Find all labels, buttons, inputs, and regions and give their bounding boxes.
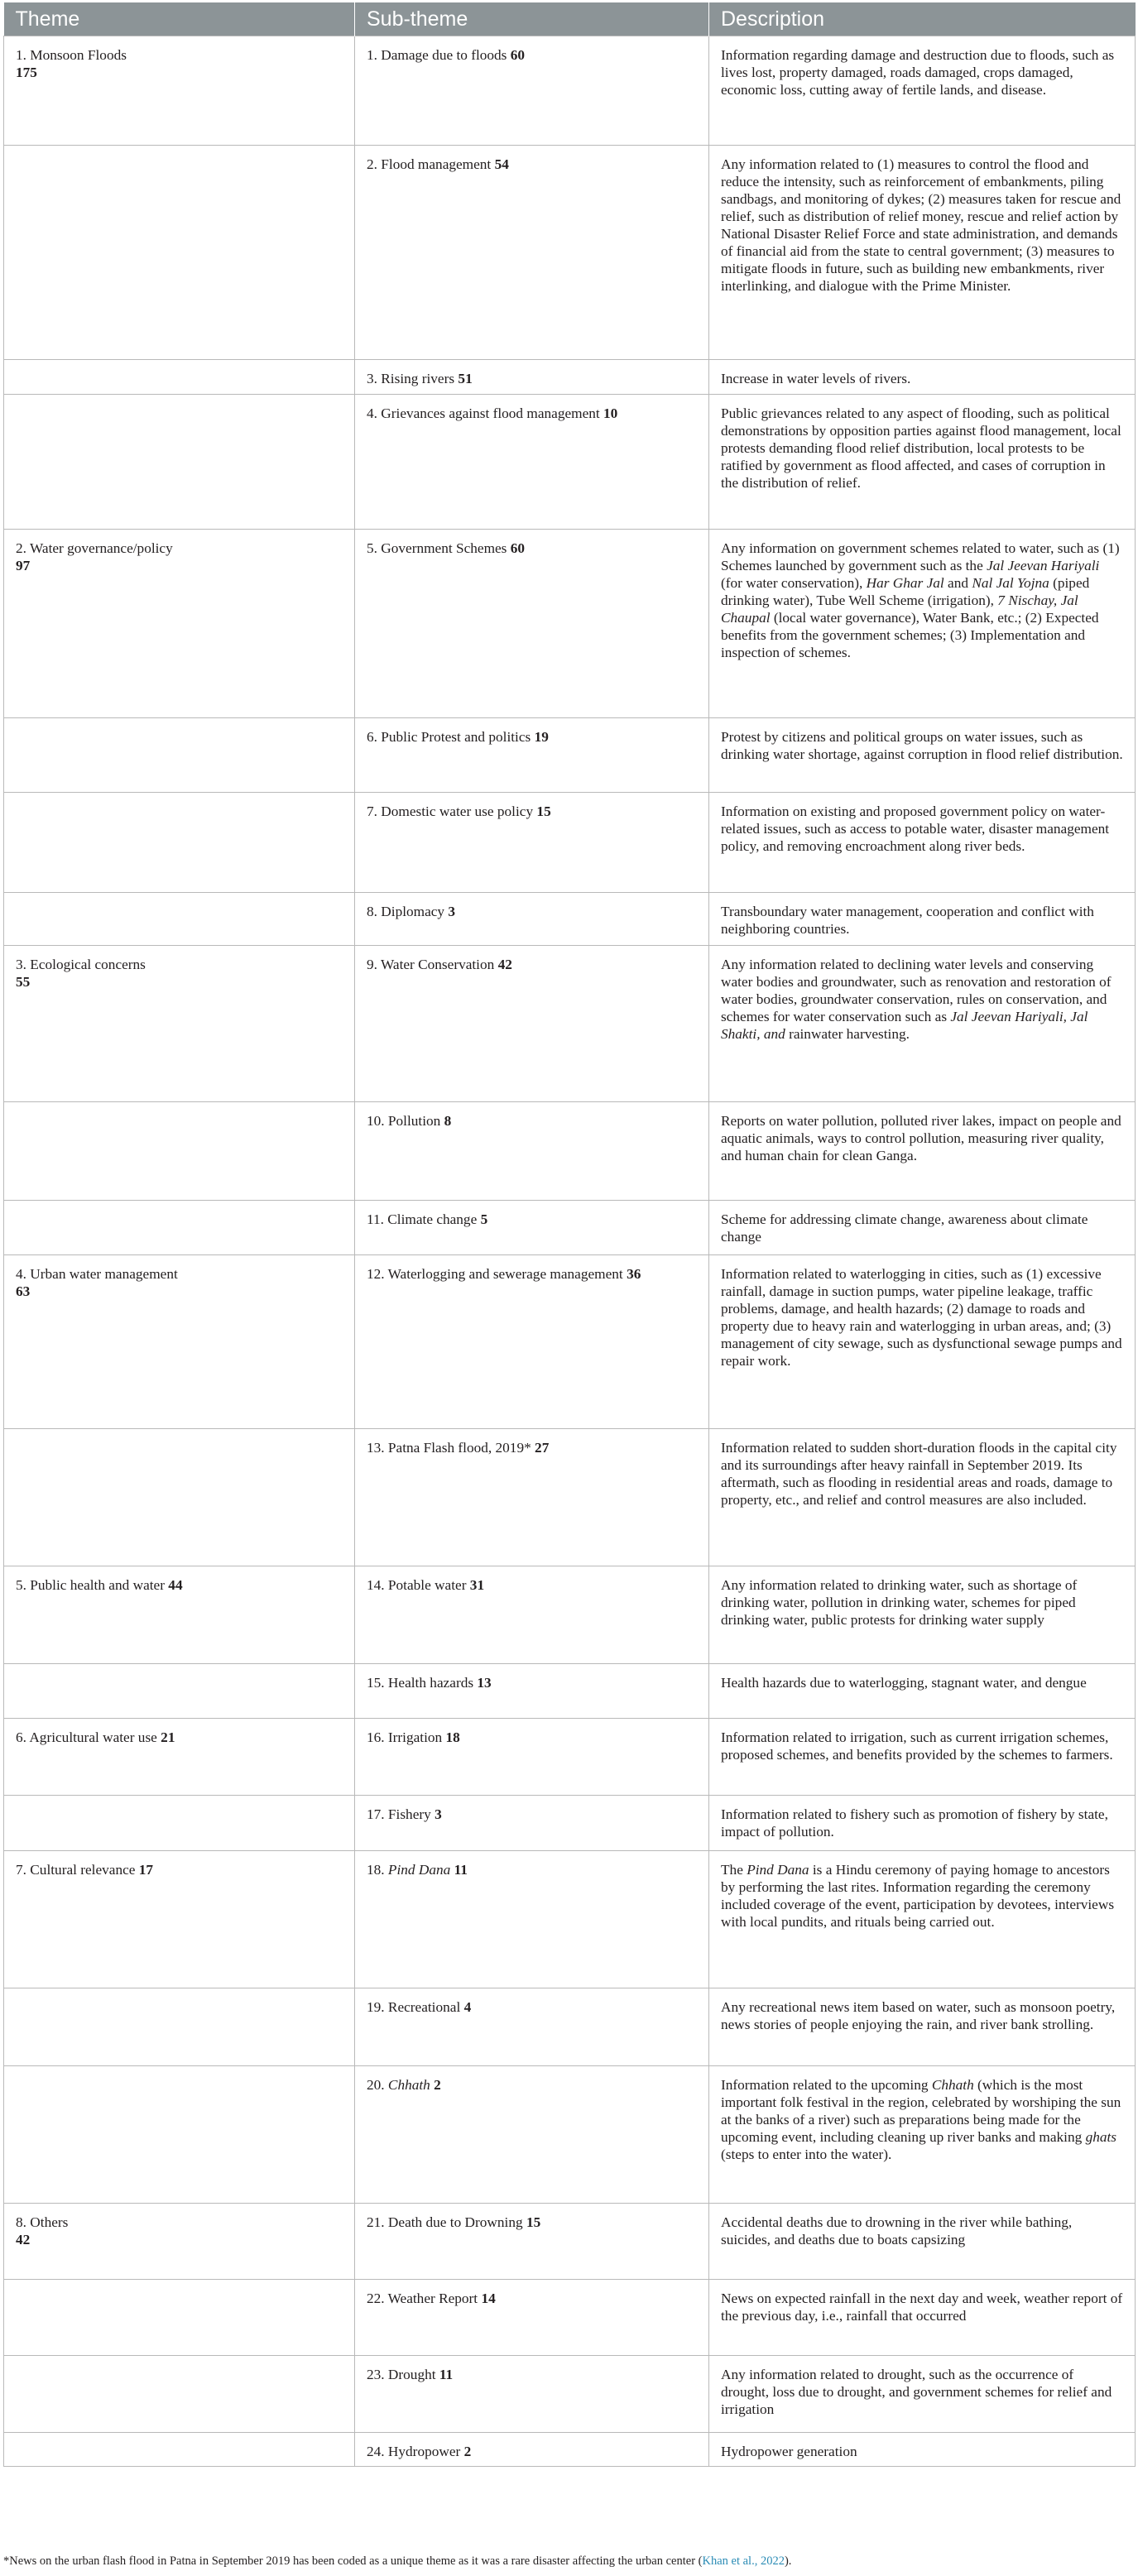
sub-theme-label: 18. [367,1862,388,1878]
sub-theme-cell [355,2433,709,2467]
theme-count: 175 [16,65,37,80]
theme-cell [4,793,355,893]
description-text: Any information related to (1) measures to control the flood and reduce the intensity, such as reinforcement of embankments, piling sandbags, and monitoring of dykes; (2) measures taken for rescue and relief, such as distribution of relief money, rescue and relief action by National Disaster Relief Force and state administration, and demands of financial aid from the state to central government; (3) measures to mitigate floods in future, such as building new embankments, river interlinking, and dialogue with the Prime Minister. [721,156,1121,294]
table-row [4,2066,1136,2204]
description-cell [709,1566,1136,1664]
description-text: Information related to sudden short-duration floods in the capital city and its surroundings after heavy rainfall in September 2019. Its aftermath, such as flooding in residential areas and roads, damage to property, etc., and relief and control measures are also included. [721,1440,1117,1508]
sub-theme-cell [355,2204,709,2280]
theme-cell [4,1201,355,1255]
description-text: Health hazards due to waterlogging, stagnant water, and dengue [721,1675,1087,1691]
table-row [4,36,1136,146]
table-row [4,395,1136,530]
table-row [4,1566,1136,1664]
theme-cell [4,2066,355,2204]
table-row [4,946,1136,1102]
header-sub-theme: Sub-theme [355,2,709,36]
themes-table [3,2,1136,2467]
description-cell [709,1851,1136,1988]
sub-theme-label: 22. Weather Report [367,2291,478,2306]
description-cell [709,2433,1136,2467]
theme-cell [4,36,355,146]
theme-cell [4,718,355,793]
theme-label: 7. Cultural relevance [16,1862,136,1878]
theme-label: 1. Monsoon Floods [16,47,127,63]
sub-theme-count: 51 [458,371,473,386]
description-cell [709,395,1136,530]
sub-theme-label: 10. Pollution [367,1113,441,1129]
sub-theme-count: 11 [439,2367,454,2382]
sub-theme-label: 11. Climate change [367,1211,478,1227]
description-text: Information regarding damage and destruction due to floods, such as lives lost, property damaged, roads damaged, crops damaged, economic loss, cutting away of fertile lands, and disease. [721,47,1115,98]
table-row [4,1429,1136,1566]
theme-count: 63 [16,1283,31,1299]
sub-theme-label: 14. Potable water [367,1577,467,1593]
description-italic-term: Chhath [931,2077,974,2093]
sub-theme-label: 20. [367,2077,388,2093]
description-cell [709,36,1136,146]
description-cell [709,2066,1136,2204]
description-text: (steps to enter into the water). [721,2147,892,2162]
description-text: (for water conservation), [721,575,867,591]
description-text: Transboundary water management, cooperation and conflict with neighboring countries. [721,904,1094,937]
sub-theme-cell [355,1429,709,1566]
sub-theme-count: 14 [481,2291,496,2306]
description-text: Scheme for addressing climate change, awareness about climate change [721,1211,1088,1245]
table-row [4,2433,1136,2467]
description-text: Public grievances related to any aspect of flooding, such as political demonstrations by opposition parties against flood management, local protests demanding flood relief distribution, local protests to be ratified by government as flood affected, and cases of corruption in the distribution of relief. [721,405,1121,491]
description-text: (local water governance), Water Bank, etc.; (2) Expected benefits from the government schemes; (3) Implementation and inspection of schemes. [721,610,1099,660]
description-cell [709,530,1136,718]
sub-theme-cell [355,1851,709,1988]
description-text: Information on existing and proposed government policy on water-related issues, such as access to potable water, disaster management policy, and removing encroachment along river beds. [721,804,1110,854]
description-text: Information related to irrigation, such as current irrigation schemes, proposed schemes, and benefits provided by the schemes to farmers. [721,1729,1113,1763]
sub-theme-count: 3 [448,904,456,919]
sub-theme-cell [355,1255,709,1429]
description-text: The [721,1862,747,1878]
table-row [4,1796,1136,1851]
table-row [4,893,1136,946]
sub-theme-count: 60 [510,540,526,556]
description-text: rainwater harvesting. [785,1026,910,1042]
description-cell [709,1719,1136,1796]
header-description: Description [709,2,1136,36]
sub-theme-label: 5. Government Schemes [367,540,507,556]
table-row [4,146,1136,360]
table-row [4,360,1136,395]
sub-theme-label: 15. Health hazards [367,1675,474,1691]
theme-count: 42 [16,2232,31,2247]
sub-theme-cell [355,2280,709,2356]
description-cell [709,146,1136,360]
theme-cell [4,1429,355,1566]
theme-count: 21 [161,1729,175,1745]
sub-theme-cell [355,793,709,893]
theme-cell [4,395,355,530]
description-text: (piped drinking water), Tube Well Scheme (irrigation), [721,575,1090,608]
description-cell [709,718,1136,793]
sub-theme-label: 3. Rising rivers [367,371,455,386]
description-text: Any information on government schemes related to water, such as (1) Schemes launched by government such as the [721,540,1120,573]
theme-label: 4. Urban water management [16,1266,178,1282]
description-text: Information related to fishery such as promotion of fishery by state, impact of pollution. [721,1806,1108,1840]
description-cell [709,1988,1136,2066]
description-cell [709,2280,1136,2356]
sub-theme-cell [355,1664,709,1719]
description-cell [709,360,1136,395]
description-text: Accidental deaths due to drowning in the river while bathing, suicides, and deaths due to boats capsizing [721,2214,1073,2247]
sub-theme-count: 4 [463,1999,472,2015]
description-text: Information related to the upcoming [721,2077,932,2093]
sub-theme-cell [355,893,709,946]
sub-theme-cell [355,946,709,1102]
sub-theme-count: 10 [603,405,618,421]
sub-theme-cell [355,1719,709,1796]
description-text: Any information related to drought, such as the occurrence of drought, loss due to drought, and government schemes for relief and irrigation [721,2367,1112,2417]
description-cell [709,1102,1136,1201]
sub-theme-cell [355,146,709,360]
footnote-end: ). [784,2554,792,2568]
description-italic-term: 7 Nischay, Jal Chaupal [721,592,1078,626]
sub-theme-count: 13 [477,1675,492,1691]
sub-theme-italic: Pind Dana [387,1862,451,1878]
description-italic-term: Nal Jal Yojna [972,575,1049,591]
sub-theme-label: 21. Death due to Drowning [367,2214,523,2230]
sub-theme-label: 17. Fishery [367,1806,431,1822]
theme-cell [4,360,355,395]
sub-theme-count: 27 [535,1440,550,1456]
theme-count: 17 [138,1862,154,1878]
sub-theme-count: 15 [526,2214,541,2230]
description-cell [709,793,1136,893]
sub-theme-cell [355,1102,709,1201]
sub-theme-label: 23. Drought [367,2367,436,2382]
sub-theme-cell [355,360,709,395]
sub-theme-label: 2. Flood management [367,156,492,172]
description-cell [709,1664,1136,1719]
theme-count: 55 [16,974,31,990]
table-row [4,718,1136,793]
sub-theme-italic: Chhath [387,2077,430,2093]
description-text: Any recreational news item based on water, such as monsoon poetry, news stories of people enjoying the rain, and river bank strolling. [721,1999,1116,2032]
description-text: is a Hindu ceremony of paying homage to ancestors by performing the last rites. Information regarding the ceremony included coverage of the event, participation by devotees, interviews with local pundits, and rituals being carried out. [721,1862,1115,1930]
theme-cell [4,1566,355,1664]
description-text: Protest by citizens and political groups on water issues, such as drinking water shortage, against corruption in flood relief distribution. [721,729,1123,762]
theme-cell [4,1719,355,1796]
sub-theme-count: 18 [445,1729,460,1745]
sub-theme-count: 36 [627,1266,641,1282]
theme-count: 44 [168,1577,183,1593]
description-italic-term: Pind Dana [747,1862,809,1878]
sub-theme-label: 13. Patna Flash flood, 2019* [367,1440,535,1456]
sub-theme-label: 16. Irrigation [367,1729,443,1745]
description-italic-term: Jal Jeevan Hariyali, Jal Shakti, and [721,1009,1088,1042]
description-text: Reports on water pollution, polluted river lakes, impact on people and aquatic animals, ways to control pollution, measuring river quality, and human chain for clean Ganga. [721,1113,1121,1163]
description-text: Increase in water levels of rivers. [721,371,911,386]
sub-theme-count: 2 [434,2077,441,2093]
sub-theme-count: 3 [435,1806,442,1822]
sub-theme-count: 11 [454,1862,468,1878]
sub-theme-cell [355,718,709,793]
sub-theme-cell [355,530,709,718]
table-row [4,1988,1136,2066]
theme-label: 5. Public health and water [16,1577,165,1593]
table-container [3,2,1135,2467]
description-cell [709,1201,1136,1255]
table-row [4,1719,1136,1796]
theme-cell [4,1255,355,1429]
description-cell [709,2356,1136,2433]
table-body [4,36,1136,2467]
sub-theme-label: 9. Water Conservation [367,957,495,972]
footnote-text: *News on the urban flash flood in Patna in September 2019 has been coded as a unique theme as it was a rare disaster affecting the urban center ( [3,2554,703,2568]
footnote-citation-link[interactable]: Khan et al., 2022 [702,2554,785,2568]
sub-theme-cell [355,1201,709,1255]
sub-theme-count: 5 [480,1211,488,1227]
sub-theme-cell [355,395,709,530]
sub-theme-label: 1. Damage due to floods [367,47,507,63]
theme-label: 3. Ecological concerns [16,957,146,972]
description-text: Hydropower generation [721,2444,857,2459]
description-text: and [944,575,972,591]
description-text: Information related to waterlogging in cities, such as (1) excessive rainfall, damage in suction pumps, water pipeline leakage, traffic problems, damage, and health hazards; (2) damage to roads and property due to heavy rain and waterlogging in urban areas, and; (3) management of city sewage, such as dysfunctional sewage pumps and repair work. [721,1266,1122,1369]
description-text: (which is the most important folk festival in the region, celebrated by worshiping the sun at the banks of a river) such as preparations being made for the upcoming event, including cleaning up river banks and making [721,2077,1121,2145]
sub-theme-cell [355,1566,709,1664]
description-italic-term: Har Ghar Jal [866,575,944,591]
table-row [4,1851,1136,1988]
description-text: Any information related to drinking water, such as shortage of drinking water, pollution in drinking water, schemes for piped drinking water, public protests for drinking water supply [721,1577,1078,1628]
sub-theme-count: 2 [463,2444,472,2459]
theme-cell [4,946,355,1102]
description-cell [709,1255,1136,1429]
sub-theme-label: 7. Domestic water use policy [367,804,534,819]
table-row [4,1102,1136,1201]
table-row [4,2280,1136,2356]
table-row [4,2204,1136,2280]
header-theme: Theme [4,2,355,36]
sub-theme-label: 6. Public Protest and politics [367,729,531,745]
sub-theme-cell [355,1988,709,2066]
sub-theme-count: 54 [494,156,509,172]
sub-theme-label: 24. Hydropower [367,2444,461,2459]
theme-cell [4,893,355,946]
sub-theme-count: 8 [444,1113,452,1129]
sub-theme-cell [355,1796,709,1851]
sub-theme-count: 42 [497,957,512,972]
theme-cell [4,1988,355,2066]
table-row [4,793,1136,893]
sub-theme-label: 19. Recreational [367,1999,461,2015]
sub-theme-cell [355,36,709,146]
sub-theme-count: 15 [536,804,551,819]
description-text: News on expected rainfall in the next day and week, weather report of the previous day, i.e., rainfall that occurred [721,2291,1123,2324]
theme-cell [4,2280,355,2356]
theme-cell [4,1664,355,1719]
theme-cell [4,146,355,360]
sub-theme-label: 12. Waterlogging and sewerage management [367,1266,623,1282]
description-italic-term: Jal Jeevan Hariyali [987,558,1100,573]
table-row [4,1201,1136,1255]
theme-label: 8. Others [16,2214,69,2230]
sub-theme-count: 60 [510,47,526,63]
theme-cell [4,530,355,718]
sub-theme-cell [355,2066,709,2204]
theme-cell [4,2433,355,2467]
description-cell [709,946,1136,1102]
sub-theme-label: 4. Grievances against flood management [367,405,600,421]
theme-cell [4,1851,355,1988]
theme-cell [4,1102,355,1201]
theme-label: 2. Water governance/policy [16,540,173,556]
footnote [3,2554,791,2569]
sub-theme-label: 8. Diplomacy [367,904,445,919]
theme-count: 97 [16,558,31,573]
theme-cell [4,2356,355,2433]
sub-theme-count: 31 [469,1577,485,1593]
table-row [4,530,1136,718]
table-row [4,1664,1136,1719]
theme-cell [4,1796,355,1851]
table-header [4,2,1136,36]
description-cell [709,1429,1136,1566]
description-cell [709,1796,1136,1851]
table-row [4,2356,1136,2433]
sub-theme-cell [355,2356,709,2433]
description-text: Any information related to declining water levels and conserving water bodies and groundwater, such as renovation and restoration of water bodies, groundwater conservation, rules on conservation, and schemes for water conservation such as [721,957,1112,1024]
sub-theme-count: 19 [534,729,549,745]
description-italic-term: ghats [1085,2129,1117,2145]
theme-cell [4,2204,355,2280]
description-cell [709,893,1136,946]
description-cell [709,2204,1136,2280]
table-row [4,1255,1136,1429]
theme-label: 6. Agricultural water use [16,1729,157,1745]
